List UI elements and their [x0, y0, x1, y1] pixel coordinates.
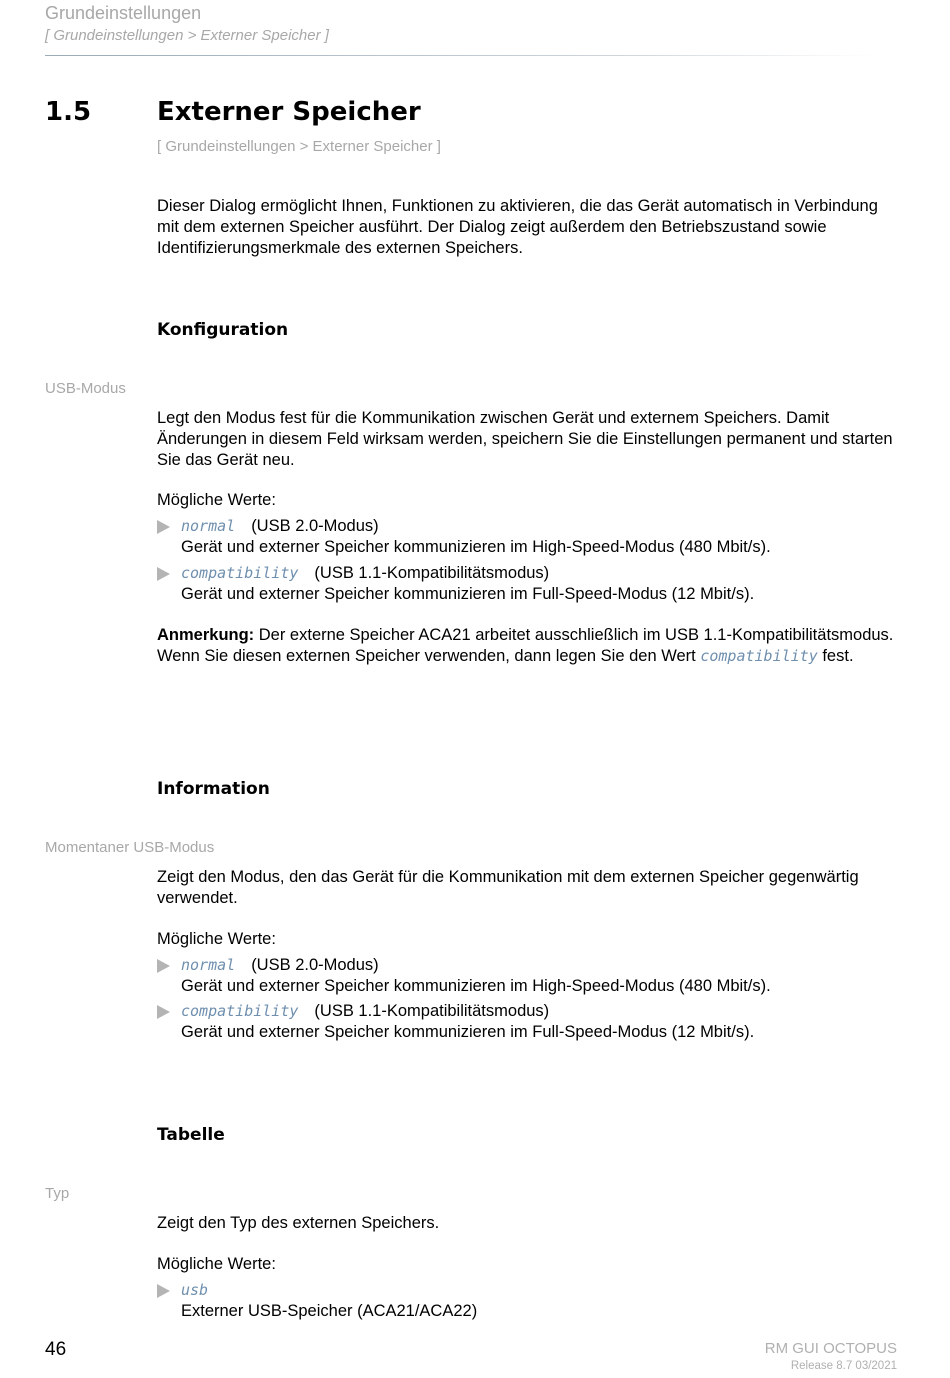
note-end: fest. — [822, 647, 854, 665]
section-breadcrumb: [ Grundeinstellungen > Externer Speicher ] — [157, 138, 441, 155]
bullet-triangle-icon — [157, 1005, 170, 1019]
value-title: (USB 1.1-Kompatibilitätsmodus) — [314, 564, 550, 582]
header-divider — [45, 55, 875, 56]
value-code: normal — [181, 517, 236, 535]
running-header-path: [ Grundeinstellungen > Externer Speicher ] — [45, 27, 329, 44]
list-item — [157, 516, 902, 558]
field-label-momentaner-usb-modus: Momentaner USB-Modus — [45, 839, 215, 856]
value-code: compatibility — [181, 564, 299, 582]
footer-release: Release 8.7 03/2021 — [790, 1360, 897, 1372]
value-description: Gerät und externer Speicher kommunizieren im High-Speed-Modus (480 Mbit/s). — [181, 538, 771, 556]
section-intro: Dieser Dialog ermöglicht Ihnen, Funktionen zu aktivieren, die das Gerät automatisch in Verbindung mit dem externen Speicher ausführt. Der Dialog zeigt außerdem den Betriebszustand sowie Identifizierungsmerkmale des externen Speichers. — [157, 197, 878, 257]
usb-modus-values-label: Mögliche Werte: — [157, 491, 276, 509]
value-code: usb — [181, 1281, 209, 1299]
bullet-triangle-icon — [157, 520, 170, 534]
usb-modus-description: Legt den Modus fest für die Kommunikation zwischen Gerät und externem Speichers. Damit Änderungen in diesem Feld wirksam werden, speichern Sie die Einstellungen permanent und starten Sie das Gerät neu. — [157, 409, 893, 469]
field-label-typ: Typ — [45, 1185, 70, 1202]
list-item — [157, 1280, 902, 1322]
bullet-triangle-icon — [157, 567, 170, 581]
subheading-konfiguration: Konfiguration — [157, 320, 289, 340]
value-description: Externer USB-Speicher (ACA21/ACA22) — [181, 1302, 478, 1320]
value-description: Gerät und externer Speicher kommunizieren im Full-Speed-Modus (12 Mbit/s). — [181, 585, 755, 603]
value-title: (USB 1.1-Kompatibilitätsmodus) — [314, 1002, 550, 1020]
subheading-tabelle: Tabelle — [157, 1125, 225, 1145]
value-description: Gerät und externer Speicher kommunizieren im Full-Speed-Modus (12 Mbit/s). — [181, 1023, 755, 1041]
list-item — [157, 1001, 902, 1043]
bullet-triangle-icon — [157, 959, 170, 973]
bullet-triangle-icon — [157, 1284, 170, 1298]
value-description: Gerät und externer Speicher kommunizieren im High-Speed-Modus (480 Mbit/s). — [181, 977, 771, 995]
typ-description: Zeigt den Typ des externen Speichers. — [157, 1214, 440, 1232]
note-label: Anmerkung: — [157, 626, 255, 644]
page-number: 46 — [45, 1339, 67, 1360]
typ-values-label: Mögliche Werte: — [157, 1255, 276, 1273]
momentaner-values-label: Mögliche Werte: — [157, 930, 276, 948]
value-title: (USB 2.0-Modus) — [251, 517, 379, 535]
list-item — [157, 955, 902, 997]
subheading-information: Information — [157, 779, 270, 799]
section-number: 1.5 — [45, 97, 92, 127]
momentaner-usb-modus-description: Zeigt den Modus, den das Gerät für die Kommunikation mit dem externen Speicher gegenwärtig verwendet. — [157, 868, 859, 907]
running-header-title: Grundeinstellungen — [45, 3, 202, 23]
list-item — [157, 563, 902, 605]
note-code: compatibility — [700, 647, 818, 665]
value-code: normal — [181, 956, 236, 974]
footer-product: RM GUI OCTOPUS — [764, 1340, 897, 1357]
note-text: Der externe Speicher ACA21 arbeitet ausschließlich im USB 1.1-Kompatibilitätsmodus. Wenn Sie diesen externen Speicher verwenden, dann legen Sie den Wert — [157, 626, 894, 665]
field-label-usb-modus: USB-Modus — [45, 380, 126, 397]
value-title: (USB 2.0-Modus) — [251, 956, 379, 974]
note-paragraph — [157, 625, 902, 667]
value-code: compatibility — [181, 1002, 299, 1020]
section-title: Externer Speicher — [157, 97, 421, 127]
